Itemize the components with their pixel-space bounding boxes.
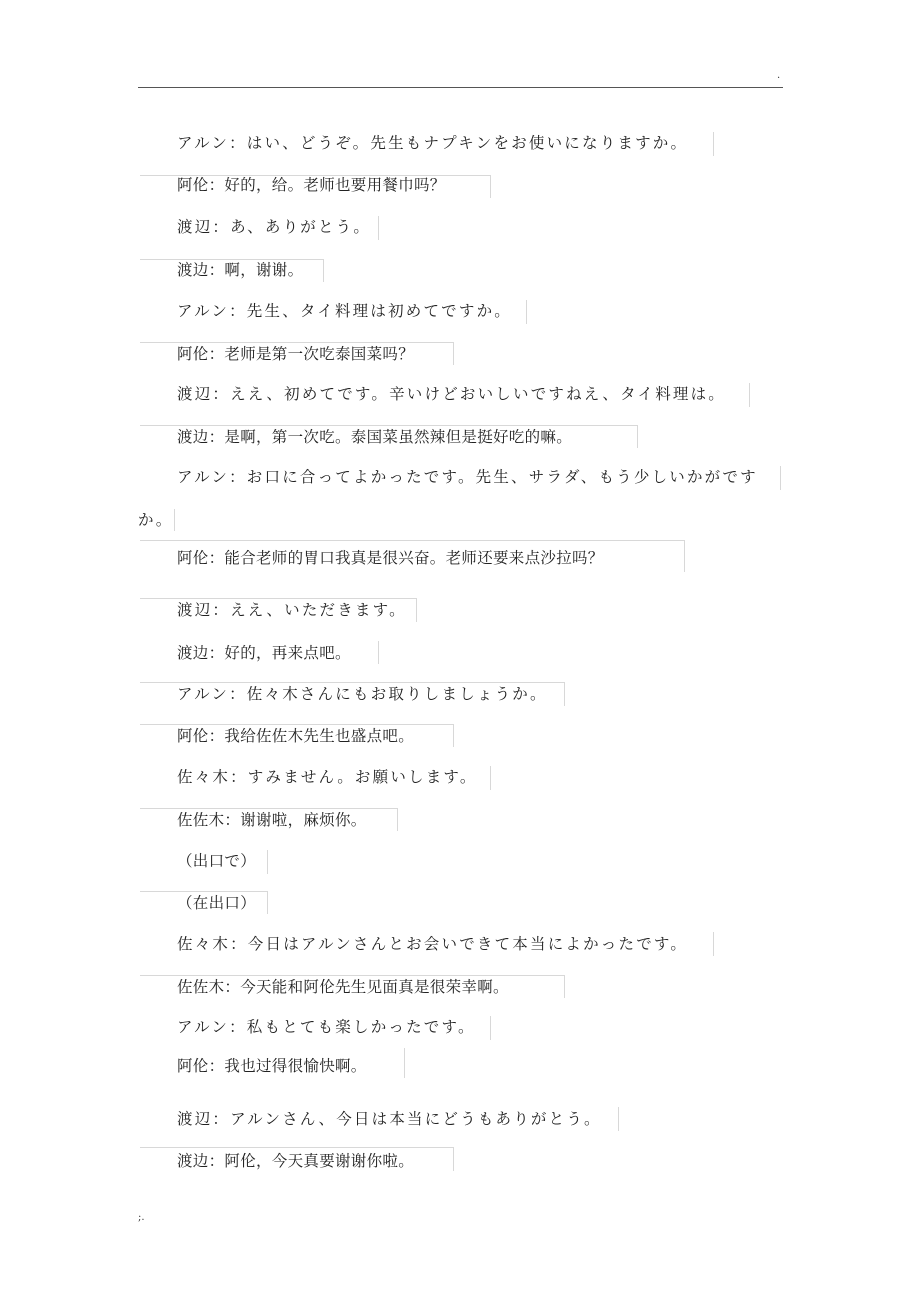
header-mark: .: [777, 70, 781, 81]
text-box-edge: [453, 724, 454, 747]
text-box-edge: [453, 342, 454, 365]
dialogue-line: アルン：先生、タイ料理は初めてですか。: [177, 302, 512, 320]
text-box-edge: [564, 975, 565, 998]
dialogue-line: 佐々木：今日はアルンさんとお会いできて本当によかったです。: [177, 935, 689, 953]
text-box-edge: [713, 932, 714, 956]
text-box-edge: [453, 1147, 454, 1171]
text-box-edge: [140, 175, 490, 176]
text-box-edge: [780, 466, 781, 490]
dialogue-line: 阿伦：我给佐佐木先生也盛点吧。: [177, 727, 415, 745]
text-box-edge: [267, 891, 268, 914]
text-box-edge: [140, 598, 416, 599]
text-box-edge: [490, 175, 491, 198]
text-box-edge: [140, 724, 453, 725]
text-box-edge: [637, 425, 638, 448]
dialogue-line: 阿伦：我也过得很愉快啊。: [177, 1057, 367, 1075]
header-rule: [138, 87, 783, 88]
dialogue-line: 阿伦：好的，给。老师也要用餐巾吗？: [177, 176, 446, 194]
dialogue-line: アルン：お口に合ってよかったです。先生、サラダ、もう少しいかがです: [177, 468, 758, 486]
dialogue-line: アルン：私もとても楽しかったです。: [177, 1018, 476, 1036]
text-box-edge: [749, 383, 750, 407]
text-box-edge: [416, 598, 417, 622]
dialogue-line: 渡辺：アルンさん、今日は本当にどうもありがとう。: [177, 1110, 602, 1128]
text-box-edge: [140, 975, 564, 976]
dialogue-line: アルン：佐々木さんにもお取りしましょうか。: [177, 685, 548, 703]
dialogue-line: （出口で）: [177, 852, 257, 870]
text-box-edge: [140, 259, 323, 260]
text-box-edge: [397, 808, 398, 831]
text-box-edge: [140, 425, 637, 426]
dialogue-line: 渡辺：ええ、初めてです。辛いけどおいしいですねえ、タイ料理は。: [177, 385, 727, 403]
text-box-edge: [140, 891, 267, 892]
text-box-edge: [378, 216, 379, 240]
text-box-edge: [490, 1016, 491, 1040]
dialogue-line: 渡边：阿伦，今天真要谢谢你啦。: [177, 1152, 415, 1170]
text-box-edge: [713, 132, 714, 156]
dialogue-line: 渡边：是啊，第一次吃。泰国菜虽然辣但是挺好吃的嘛。: [177, 428, 573, 446]
text-box-edge: [564, 682, 565, 706]
text-box-edge: [140, 342, 453, 343]
text-box-edge: [404, 1048, 405, 1078]
footer-mark: ;.: [138, 1212, 145, 1223]
text-box-edge: [140, 1147, 453, 1148]
text-box-edge: [618, 1107, 619, 1131]
text-box-edge: [490, 766, 491, 790]
text-box-edge: [174, 509, 175, 531]
text-box-edge: [323, 259, 324, 282]
dialogue-line: 佐佐木：谢谢啦，麻烦你。: [177, 811, 367, 829]
dialogue-line: 渡辺：ええ、いただきます。: [177, 601, 407, 619]
dialogue-line: 佐佐木：今天能和阿伦先生见面真是很荣幸啊。: [177, 978, 509, 996]
dialogue-line: 渡辺：あ、ありがとう。: [177, 218, 372, 236]
text-box-edge: [140, 540, 684, 541]
dialogue-line: 渡边：好的，再来点吧。: [177, 644, 351, 662]
text-box-edge: [526, 300, 527, 324]
text-box-edge: [140, 808, 397, 809]
dialogue-line: 渡边：啊，谢谢。: [177, 261, 304, 279]
text-box-edge: [267, 850, 268, 874]
dialogue-line: 阿伦：能合老师的胃口我真是很兴奋。老师还要来点沙拉吗？: [177, 549, 604, 567]
text-box-edge: [684, 540, 685, 572]
dialogue-line: アルン：はい、どうぞ。先生もナプキンをお使いになりますか。: [177, 134, 689, 152]
dialogue-line: 阿伦：老师是第一次吃泰国菜吗？: [177, 345, 415, 363]
text-box-edge: [378, 641, 379, 664]
dialogue-line: （在出口）: [177, 894, 257, 912]
dialogue-line: 佐々木：すみません。お願いします。: [177, 768, 478, 786]
text-box-edge: [140, 682, 564, 683]
dialogue-line: か。: [138, 511, 174, 529]
